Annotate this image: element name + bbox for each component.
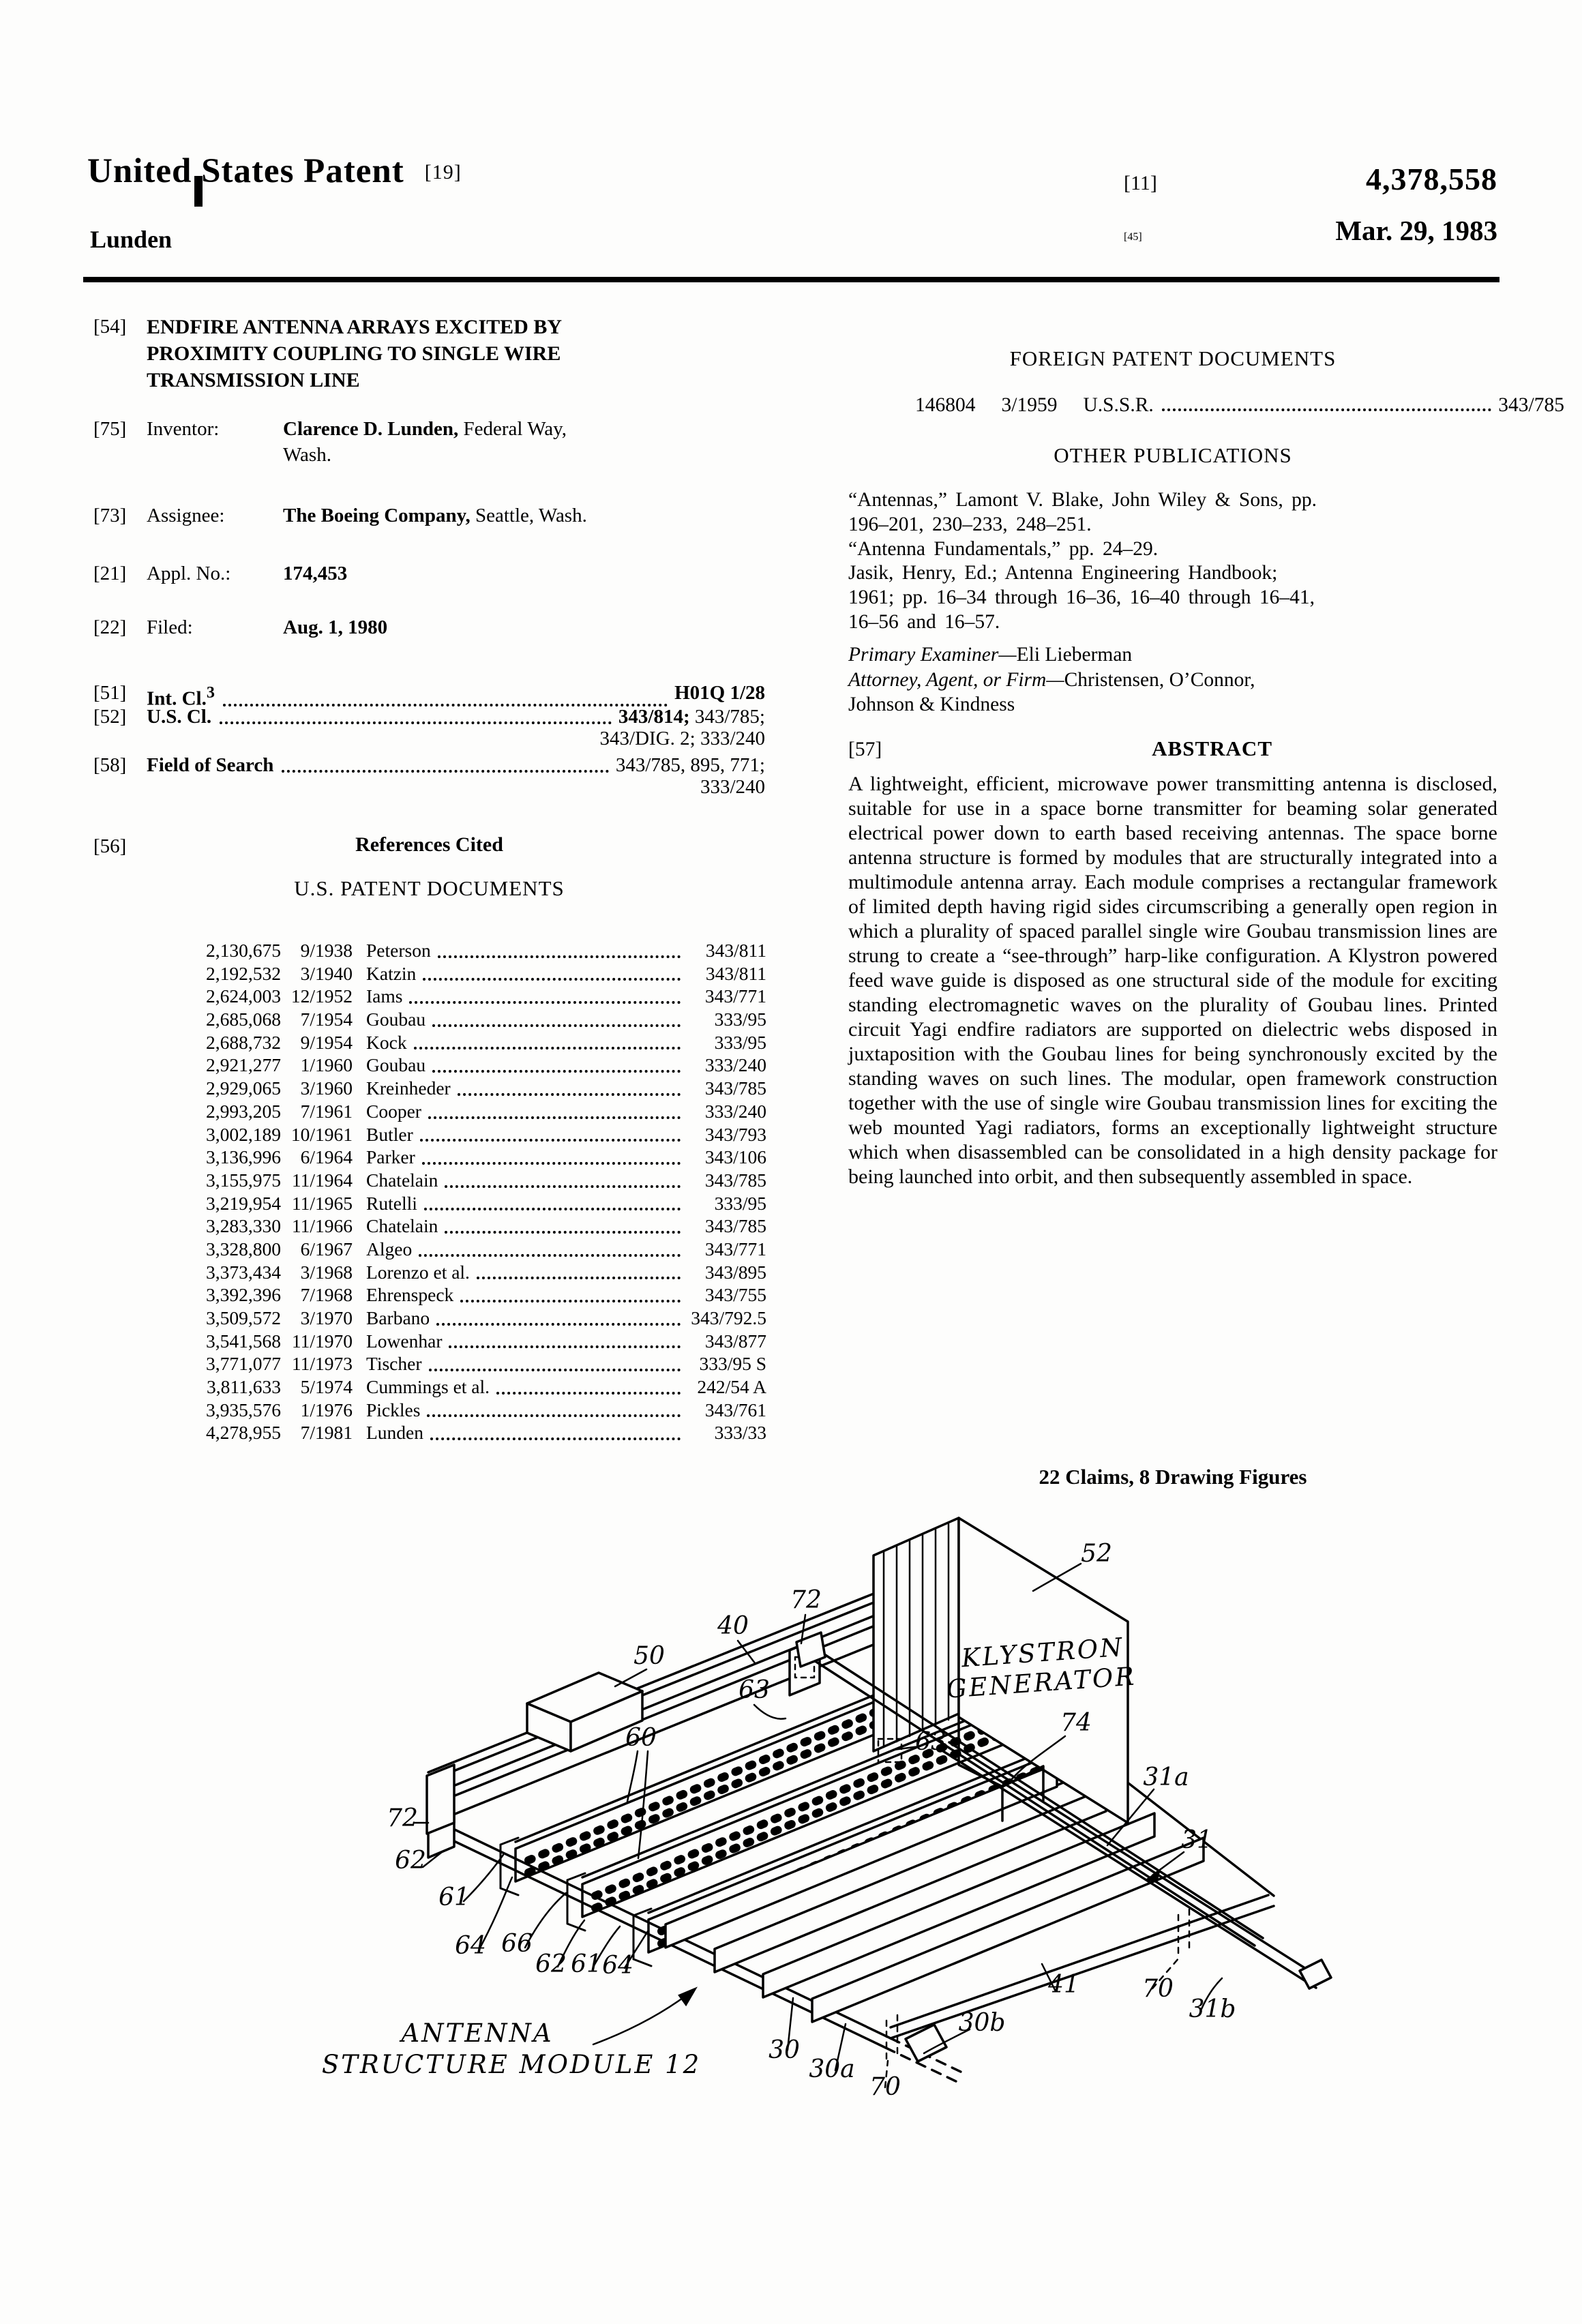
dot-leader bbox=[220, 721, 612, 724]
publication-line: 196–201, 230–233, 248–251. bbox=[848, 513, 1092, 535]
search-value: 343/785, 895, 771; bbox=[615, 754, 765, 776]
dot-leader bbox=[477, 1277, 681, 1279]
field-label: Appl. No.: bbox=[147, 563, 231, 584]
ref-label-31: 31 bbox=[1181, 1826, 1212, 1854]
ref-date: 3/1940 bbox=[300, 962, 353, 984]
field-52-us-cl bbox=[93, 704, 765, 730]
dot-leader bbox=[449, 1345, 681, 1348]
field-label: Field of Search bbox=[147, 754, 274, 776]
table-row bbox=[179, 1376, 766, 1399]
int-cl-superscript: 3 bbox=[206, 683, 215, 702]
dot-leader bbox=[428, 1116, 681, 1119]
table-row bbox=[179, 1146, 766, 1170]
publication-line: Jasik, Henry, Ed.; Antenna Engineering Handbook; bbox=[848, 562, 1278, 584]
ref-inventor: Lowenhar bbox=[366, 1330, 443, 1352]
us-references-table bbox=[179, 940, 766, 1445]
ref-label-60: 60 bbox=[625, 1724, 657, 1752]
ref-class: 343/785 bbox=[704, 1215, 766, 1237]
ref-date: 11/1970 bbox=[291, 1330, 353, 1352]
ref-inventor: Lunden bbox=[366, 1422, 424, 1444]
ref-date: 11/1973 bbox=[291, 1353, 353, 1375]
claims-figures-line: 22 Claims, 8 Drawing Figures bbox=[1039, 1465, 1307, 1489]
dot-leader bbox=[432, 1070, 681, 1073]
ref-inventor: Katzin bbox=[366, 962, 417, 984]
dot-leader bbox=[496, 1392, 681, 1395]
field-tag: [58] bbox=[93, 754, 127, 776]
ref-label-41: 41 bbox=[1048, 1971, 1079, 1999]
ref-inventor: Chatelain bbox=[366, 1169, 438, 1191]
klystron-box-left-face bbox=[874, 1518, 959, 1751]
ref-date: 6/1967 bbox=[300, 1238, 353, 1260]
dot-leader bbox=[460, 1300, 681, 1302]
table-row bbox=[179, 1238, 766, 1262]
table-row bbox=[179, 1284, 766, 1307]
ref-date: 7/1961 bbox=[300, 1100, 353, 1122]
patent-number-row bbox=[1124, 161, 1497, 197]
ref-label-62L: 62 bbox=[395, 1847, 426, 1875]
ref-class: 333/240 bbox=[704, 1100, 766, 1122]
kind-code-tag: [19] bbox=[424, 161, 462, 183]
ref-label-64a: 64 bbox=[455, 1932, 486, 1960]
ref-label-61b: 61 bbox=[571, 1950, 602, 1978]
page-title bbox=[87, 151, 462, 191]
ref-date: 9/1938 bbox=[300, 940, 353, 961]
foreign-class: 343/785 bbox=[1498, 394, 1564, 416]
field-label: Inventor: bbox=[147, 418, 220, 440]
ref-date: 6/1964 bbox=[300, 1146, 353, 1168]
rail-31-end-tab bbox=[1300, 1960, 1331, 1988]
field-tag: [21] bbox=[93, 563, 127, 584]
ref-label-40: 40 bbox=[717, 1612, 749, 1640]
ref-inventor: Kreinheder bbox=[366, 1077, 451, 1099]
field-21-appl-no bbox=[93, 561, 765, 586]
ref-patent-number: 3,283,330 bbox=[206, 1215, 281, 1237]
foreign-date: 3/1959 bbox=[1001, 394, 1058, 416]
table-row bbox=[179, 1330, 766, 1354]
ref-class: 333/95 bbox=[714, 1009, 766, 1030]
foreign-ref-row bbox=[848, 394, 1564, 417]
abstract-tag: [57] bbox=[848, 739, 882, 760]
ref-date: 11/1965 bbox=[291, 1192, 353, 1214]
module-label-line1: ANTENNA bbox=[401, 2018, 554, 2048]
ref-patent-number: 3,328,800 bbox=[206, 1238, 281, 1260]
ref-label-64b: 64 bbox=[602, 1952, 633, 1980]
ref-class: 333/95 bbox=[714, 1192, 766, 1214]
dot-leader bbox=[409, 1001, 681, 1004]
table-row bbox=[179, 1170, 766, 1193]
publication-line: 1961; pp. 16–34 through 16–36, 16–40 through 16–41, bbox=[848, 586, 1315, 609]
module-label-line2: STRUCTURE MODULE 12 bbox=[321, 2050, 702, 2079]
patent-drawing-fig1 bbox=[157, 1478, 1446, 2174]
field-tag: [52] bbox=[93, 706, 127, 728]
field-tag: [54] bbox=[93, 316, 127, 338]
ref-class: 343/895 bbox=[704, 1261, 766, 1283]
primary-examiner-line bbox=[848, 644, 1497, 666]
other-publications-heading: OTHER PUBLICATIONS bbox=[1054, 443, 1292, 467]
ref-inventor: Rutelli bbox=[366, 1192, 417, 1214]
table-row bbox=[179, 1422, 766, 1445]
field-22-filed bbox=[93, 614, 765, 640]
rail-72 bbox=[428, 1584, 897, 1781]
ref-label-30a: 30a bbox=[809, 2055, 855, 2083]
patent-number-tag: [11] bbox=[1124, 172, 1157, 194]
attorney-label: Attorney, Agent, or Firm— bbox=[848, 669, 1064, 691]
filing-date: Aug. 1, 1980 bbox=[283, 616, 388, 638]
dot-leader bbox=[414, 1047, 681, 1049]
dot-leader bbox=[424, 1208, 681, 1210]
ref-patent-number: 2,130,675 bbox=[206, 940, 281, 961]
table-row bbox=[179, 985, 766, 1009]
ref-label-31b: 31b bbox=[1189, 1995, 1236, 2023]
ref-class: 343/792.5 bbox=[691, 1307, 766, 1328]
table-row bbox=[179, 1101, 766, 1124]
ref-label-70R: 70 bbox=[1142, 1975, 1174, 2003]
ref-patent-number: 3,136,996 bbox=[206, 1146, 281, 1168]
dot-leader bbox=[430, 1437, 681, 1440]
other-publications-list bbox=[848, 488, 1497, 635]
ref-label-70B: 70 bbox=[869, 2073, 901, 2101]
abstract-heading: ABSTRACT bbox=[1152, 736, 1272, 760]
ref-patent-number: 3,509,572 bbox=[206, 1307, 281, 1328]
ref-label-63: 63 bbox=[738, 1676, 770, 1704]
ref-label-66: 66 bbox=[501, 1930, 533, 1958]
field-54-title bbox=[93, 314, 765, 393]
attorney-firm: Christensen, O’Connor, bbox=[1064, 669, 1255, 691]
ref-date: 1/1976 bbox=[300, 1399, 353, 1420]
table-row bbox=[179, 1215, 766, 1238]
inventor-surname: Lunden bbox=[90, 226, 173, 253]
title-line: PROXIMITY COUPLING TO SINGLE WIRE bbox=[147, 342, 561, 365]
ref-class: 343/811 bbox=[705, 962, 766, 984]
ref-class: 333/240 bbox=[704, 1054, 766, 1076]
ref-inventor: Cooper bbox=[366, 1100, 421, 1122]
ref-patent-number: 3,935,576 bbox=[206, 1399, 281, 1420]
ref-class: 343/771 bbox=[704, 1238, 766, 1260]
ref-inventor: Goubau bbox=[366, 1054, 426, 1076]
hidden-post-70-right bbox=[1178, 1909, 1189, 1956]
foreign-country: U.S.S.R. bbox=[1083, 394, 1154, 416]
ref-date: 11/1964 bbox=[291, 1169, 353, 1191]
ref-inventor: Chatelain bbox=[366, 1215, 438, 1237]
ref-label-30: 30 bbox=[768, 2036, 800, 2064]
ref-label-30b: 30b bbox=[958, 2009, 1006, 2037]
field-tag: [51] bbox=[93, 682, 127, 704]
invention-title bbox=[147, 314, 562, 393]
ref-patent-number: 2,921,277 bbox=[206, 1054, 281, 1076]
field-58-search bbox=[93, 752, 765, 778]
ref-patent-number: 3,541,568 bbox=[206, 1330, 281, 1352]
ref-patent-number: 2,685,068 bbox=[206, 1009, 281, 1030]
field-label: U.S. Cl. bbox=[147, 706, 212, 728]
ref-date: 3/1970 bbox=[300, 1307, 353, 1328]
patent-number: 4,378,558 bbox=[1366, 162, 1497, 196]
ref-label-61L: 61 bbox=[438, 1883, 470, 1911]
dot-leader bbox=[438, 955, 681, 958]
us-cl-value: 343/814; 343/785; bbox=[618, 706, 765, 728]
inventor-city: Federal Way, bbox=[458, 418, 567, 440]
ref-label-50: 50 bbox=[633, 1642, 665, 1670]
assignee-value bbox=[283, 503, 587, 528]
foreign-number: 146804 bbox=[915, 394, 976, 416]
dot-leader bbox=[420, 1139, 681, 1142]
ref-inventor: Lorenzo et al. bbox=[366, 1261, 470, 1283]
ref-class: 343/811 bbox=[705, 940, 766, 961]
ref-label-72: 72 bbox=[790, 1586, 822, 1614]
ref-date: 10/1961 bbox=[290, 1123, 353, 1145]
abstract-heading-row bbox=[848, 736, 1497, 761]
ref-inventor: Algeo bbox=[366, 1238, 413, 1260]
ref-date: 7/1954 bbox=[300, 1009, 353, 1030]
table-row bbox=[179, 1054, 766, 1077]
ref-inventor: Butler bbox=[366, 1123, 413, 1145]
ref-date: 12/1952 bbox=[290, 985, 353, 1007]
examiner-label: Primary Examiner— bbox=[848, 644, 1017, 666]
ref-patent-number: 3,219,954 bbox=[206, 1192, 281, 1214]
field-label: Assignee: bbox=[147, 505, 225, 526]
ref-label-74: 74 bbox=[1060, 1709, 1092, 1737]
table-row bbox=[179, 963, 766, 986]
title-line: ENDFIRE ANTENNA ARRAYS EXCITED BY bbox=[147, 316, 563, 338]
ref-date: 9/1954 bbox=[300, 1031, 353, 1053]
examiner-name: Eli Lieberman bbox=[1016, 644, 1133, 666]
ref-inventor: Iams bbox=[366, 985, 403, 1007]
int-cl-value: H01Q 1/28 bbox=[674, 682, 765, 704]
ref-patent-number: 3,373,434 bbox=[206, 1261, 281, 1283]
header-divider bbox=[83, 277, 1499, 282]
ref-patent-number: 2,993,205 bbox=[206, 1100, 281, 1122]
klystron-generator-label-line2: GENERATOR bbox=[945, 1661, 1137, 1704]
search-value-line2: 333/240 bbox=[700, 776, 765, 798]
ref-class: 333/95 bbox=[714, 1031, 766, 1053]
ref-patent-number: 3,811,633 bbox=[207, 1376, 281, 1398]
ref-class: 343/761 bbox=[704, 1399, 766, 1420]
issue-date-row bbox=[1124, 214, 1497, 247]
field-label: Int. Cl.$^3$ bbox=[147, 683, 215, 710]
ref-class: 343/755 bbox=[704, 1284, 766, 1306]
ref-patent-number: 2,192,532 bbox=[206, 962, 281, 984]
field-tag: [56] bbox=[93, 835, 127, 857]
field-73-assignee bbox=[93, 503, 765, 528]
table-row bbox=[179, 1032, 766, 1055]
ref-date: 5/1974 bbox=[300, 1376, 353, 1398]
assignee-city: Seattle, Wash. bbox=[470, 505, 587, 526]
ref-class: 343/106 bbox=[704, 1146, 766, 1168]
ref-patent-number: 3,392,396 bbox=[206, 1284, 281, 1306]
waveguide-left-cap bbox=[427, 1765, 454, 1834]
ref-class: 343/771 bbox=[704, 985, 766, 1007]
publication-line: 16–56 and 16–57. bbox=[848, 610, 1000, 633]
field-tag: [22] bbox=[93, 616, 127, 638]
attorney-line bbox=[848, 669, 1497, 691]
ref-class: 343/793 bbox=[704, 1123, 766, 1145]
ref-inventor: Cummings et al. bbox=[366, 1376, 490, 1398]
dot-leader bbox=[423, 978, 681, 981]
issue-date-tag: [45] bbox=[1124, 231, 1142, 243]
dot-leader bbox=[422, 1162, 681, 1165]
ref-patent-number: 2,929,065 bbox=[206, 1077, 281, 1099]
references-cited-heading: References Cited bbox=[355, 833, 503, 856]
inventor-name: Clarence D. Lunden, bbox=[283, 418, 459, 440]
ref-date: 1/1960 bbox=[300, 1054, 353, 1076]
ref-date: 7/1968 bbox=[300, 1284, 353, 1306]
field-75-inventor bbox=[93, 416, 765, 468]
ref-inventor: Parker bbox=[366, 1146, 415, 1168]
field-tag: [75] bbox=[93, 418, 127, 440]
application-number: 174,453 bbox=[283, 563, 348, 584]
ref-label-63b: 63 bbox=[915, 1728, 946, 1756]
title-line: TRANSMISSION LINE bbox=[147, 369, 360, 391]
dot-leader bbox=[445, 1231, 681, 1234]
ref-date: 3/1960 bbox=[300, 1077, 353, 1099]
ref-inventor: Ehrenspeck bbox=[366, 1284, 454, 1306]
dot-leader bbox=[436, 1323, 681, 1326]
waveguide-40 bbox=[447, 1618, 893, 1817]
table-row bbox=[179, 1077, 766, 1101]
ref-class: 343/877 bbox=[704, 1330, 766, 1352]
table-row bbox=[179, 1009, 766, 1032]
ref-class: 333/33 bbox=[714, 1422, 766, 1444]
table-row bbox=[179, 1353, 766, 1376]
ref-class: 333/95 S bbox=[699, 1353, 766, 1375]
table-row bbox=[179, 1124, 766, 1147]
ref-date: 3/1968 bbox=[300, 1261, 353, 1283]
ref-inventor: Pickles bbox=[366, 1399, 421, 1420]
publication-line: “Antennas,” Lamont V. Blake, John Wiley & Sons, pp. bbox=[848, 489, 1317, 511]
dot-leader bbox=[429, 1369, 681, 1371]
assignee-name: The Boeing Company, bbox=[283, 505, 471, 526]
ref-class: 343/785 bbox=[704, 1169, 766, 1191]
ref-inventor: Kock bbox=[366, 1031, 407, 1053]
ref-date: 7/1981 bbox=[300, 1422, 353, 1444]
ref-class: 242/54 A bbox=[697, 1376, 766, 1398]
ref-inventor: Goubau bbox=[366, 1009, 426, 1030]
ref-date: 11/1966 bbox=[291, 1215, 353, 1237]
dot-leader bbox=[419, 1254, 681, 1257]
dot-leader bbox=[282, 770, 609, 773]
dot-leader bbox=[445, 1185, 681, 1188]
ref-inventor: Tischer bbox=[366, 1353, 422, 1375]
klystron-generator-label-line1: KLYSTRON bbox=[960, 1632, 1125, 1673]
abstract-text: A lightweight, efficient, microwave power transmitting antenna is disclosed, suitable for use in a space borne transmitter for beaming solar generated electrical power down to earth based receiving antennas. The space borne antenna structure is formed by modules that are structurally integrated into a multimodule antenna array. Each module comprises a rectangular framework of limited depth having rigid sides circumscribing a generally open region in which a plurality of spaced parallel single wire Goubau transmission lines are strung to create a “see-through” harp-like configuration. A Klystron powered feed wave guide is disposed as one structural side of the module for exciting standing electromagnetic waves on the plurality of Goubau lines. Printed circuit Yagi endfire radiators are supported on dielectric webs disposed in juxtaposition with the Goubau lines for being synchronously excited by the standing waves on such lines. The modular, open framework construction together with the use of single wire Goubau transmission lines for exciting the web mounted Yagi radiators, forms an exceptionally lightweight structure which when disassembled can be consolidated in a high density package for being launched into orbit, and then subsequently assembled in space. bbox=[848, 773, 1497, 1188]
us-cl-value-line2: 343/DIG. 2; 333/240 bbox=[599, 728, 765, 749]
ref-patent-number: 3,771,077 bbox=[206, 1353, 281, 1375]
field-label: Filed: bbox=[147, 616, 193, 638]
ref-inventor: Barbano bbox=[366, 1307, 430, 1328]
table-row bbox=[179, 1307, 766, 1330]
us-patent-documents-heading: U.S. PATENT DOCUMENTS bbox=[294, 876, 565, 900]
table-row bbox=[179, 1399, 766, 1422]
ref-patent-number: 4,278,955 bbox=[206, 1422, 281, 1444]
table-row bbox=[179, 1262, 766, 1285]
ref-label-72L: 72 bbox=[387, 1804, 418, 1832]
ref-patent-number: 3,155,975 bbox=[206, 1169, 281, 1191]
publication-line: “Antenna Fundamentals,” pp. 24–29. bbox=[848, 537, 1159, 560]
dot-leader bbox=[1162, 408, 1492, 411]
foreign-patents-heading: FOREIGN PATENT DOCUMENTS bbox=[1009, 346, 1337, 370]
ref-patent-number: 2,688,732 bbox=[206, 1031, 281, 1053]
ref-label-31a: 31a bbox=[1143, 1763, 1189, 1791]
table-row bbox=[179, 1193, 766, 1216]
patent-office-title: United States Patent bbox=[87, 152, 404, 190]
ref-inventor: Peterson bbox=[366, 940, 431, 961]
issue-date: Mar. 29, 1983 bbox=[1335, 215, 1497, 246]
ref-label-52: 52 bbox=[1081, 1540, 1112, 1568]
ref-patent-number: 2,624,003 bbox=[206, 985, 281, 1007]
attorney-line2: Johnson & Kindness bbox=[848, 694, 1015, 715]
inventor-value bbox=[283, 416, 567, 468]
dot-leader bbox=[427, 1414, 681, 1417]
dot-leader bbox=[432, 1024, 681, 1027]
inventor-state: Wash. bbox=[283, 444, 331, 466]
ref-class: 343/785 bbox=[704, 1077, 766, 1099]
ref-patent-number: 3,002,189 bbox=[206, 1123, 281, 1145]
table-row bbox=[179, 940, 766, 963]
dot-leader bbox=[458, 1093, 681, 1096]
ref-label-62b: 62 bbox=[535, 1950, 567, 1978]
field-tag: [73] bbox=[93, 505, 127, 526]
